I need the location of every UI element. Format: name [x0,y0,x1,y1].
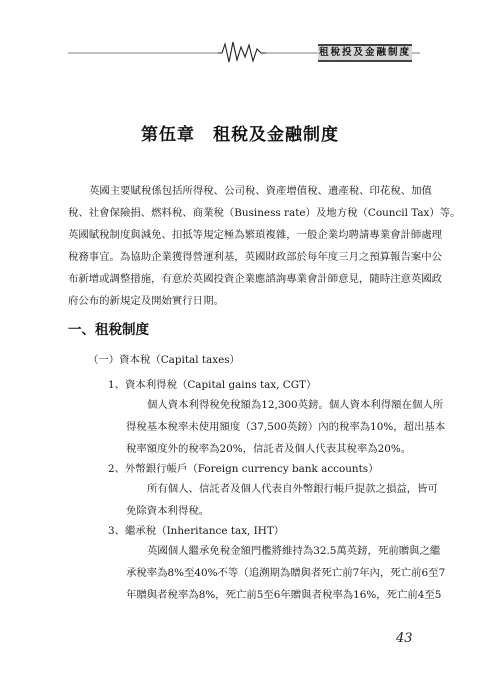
paragraph-line: 稅率額度外的稅率為20%，信託者及個人代表其稅率為20%。 [126,443,412,455]
section-heading: 一、租稅制度 [68,322,149,338]
item-body [126,540,445,606]
item-heading: 2、外幣銀行帳戶（Foreign currency bank accounts） [108,463,379,475]
paragraph-line: 英國個人繼承免稅金額門檻將維持為32.5萬英鎊，死前贈與之繼 [147,545,441,557]
paragraph-line: 免除資本利得稅。 [126,505,210,517]
paragraph-line: 所有個人、信託者及個人代表自外幣銀行帳戶提款之損益，皆可 [147,483,438,495]
chapter-heading [0,120,480,145]
paragraph-line: 英國主要賦稅係包括所得稅、公司稅、資產增值稅、遺產稅、印花稅、加值 [89,185,432,197]
paragraph-line: 稅、社會保險捐、燃料稅、商業稅（Business rate）及地方稅（Council Tax）等。 [68,207,461,219]
page-number: 43 [396,631,413,646]
paragraph-line: 年贈與者稅率為8%，死亡前5至6年贈與者稅率為16%，死亡前4至5 [126,589,442,601]
paragraph-line: 府公布的新規定及開始實行日期。 [68,295,224,307]
running-header [0,36,480,66]
chapter-number: 第伍章 [141,125,195,145]
paragraph-line: 布新增或調整措施，有意於英國投資企業應諮詢專業會計師意見，隨時注意英國政 [68,273,443,285]
item-heading: 1、資本利得稅（Capital gains tax, CGT） [108,379,317,391]
paragraph-line: 稅務事宜。為協助企業獲得營運利基，英國財政部於每年度三月之預算報告案中公 [68,251,443,263]
paragraph-line: 得稅基本稅率未使用額度（37,500英鎊）內的稅率為10%，超出基本 [126,421,446,433]
chapter-title: 租稅及金融制度 [213,125,339,145]
paragraph-line: 英國賦稅制度與減免、扣抵等規定極為繁瑣複雜，一般企業均聘請專業會計師處理 [68,229,443,241]
item-heading: 3、繼承稅（Inheritance tax, IHT） [108,525,285,537]
header-title: 租稅投及金融制度 [318,44,412,62]
paragraph-line: 承稅率為8%至40%不等（追溯期為贈與者死亡前7年內，死亡前6至7 [126,567,446,579]
subsection-heading: （一）資本稅（Capital taxes） [88,354,240,366]
paragraph-line: 個人資本利得稅免稅額為12,300英鎊。個人資本利得額在個人所 [147,399,444,411]
item-body [126,394,445,460]
intro-paragraph [68,180,461,312]
item-body [126,478,438,522]
